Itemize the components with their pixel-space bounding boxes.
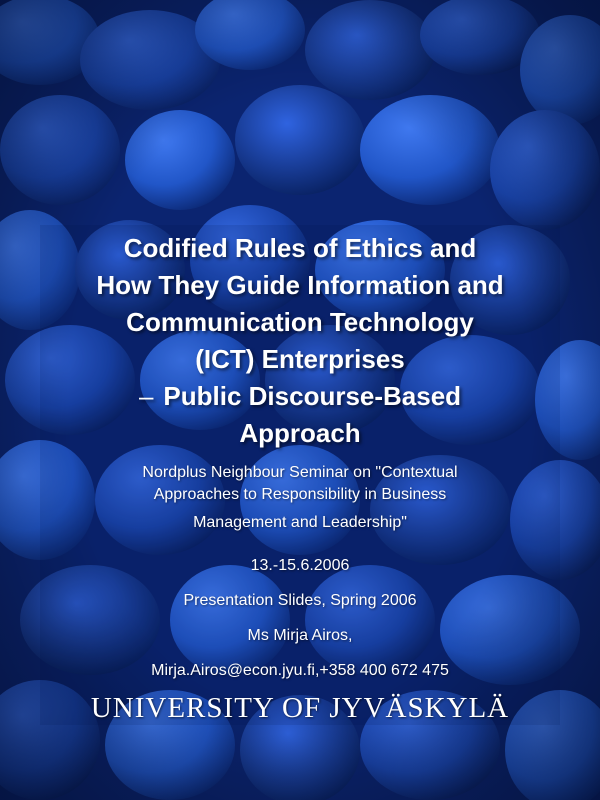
presenter-name: Ms Mirja Airos, bbox=[247, 627, 353, 644]
title-line-2: How They Guide Information and bbox=[96, 270, 504, 300]
title-line-5-text: Public Discourse-Based bbox=[163, 381, 462, 411]
presentation-info: Presentation Slides, Spring 2006 bbox=[183, 592, 417, 609]
university-logo: UNIVERSITY OF JYVÄSKYLÄ bbox=[90, 692, 510, 724]
seminar-line-1: Nordplus Neighbour Seminar on "Contextual bbox=[142, 464, 458, 481]
seminar-line-2: Approaches to Responsibility in Business bbox=[153, 486, 447, 503]
title-dash: – bbox=[138, 381, 154, 411]
title-line-5 bbox=[30, 378, 570, 415]
title-line-3: Communication Technology bbox=[126, 307, 474, 337]
seminar-description bbox=[40, 462, 560, 534]
presenter-contact: Mirja.Airos@econ.jyu.fi,+358 400 672 475 bbox=[151, 662, 449, 679]
seminar-line-3: Management and Leadership" bbox=[193, 514, 407, 531]
title-line-4: (ICT) Enterprises bbox=[195, 344, 405, 374]
seminar-dates: 13.-15.6.2006 bbox=[250, 557, 350, 574]
title-line-1: Codified Rules of Ethics and bbox=[123, 233, 477, 263]
title-line-6: Approach bbox=[239, 418, 361, 448]
slide-title bbox=[30, 230, 570, 452]
